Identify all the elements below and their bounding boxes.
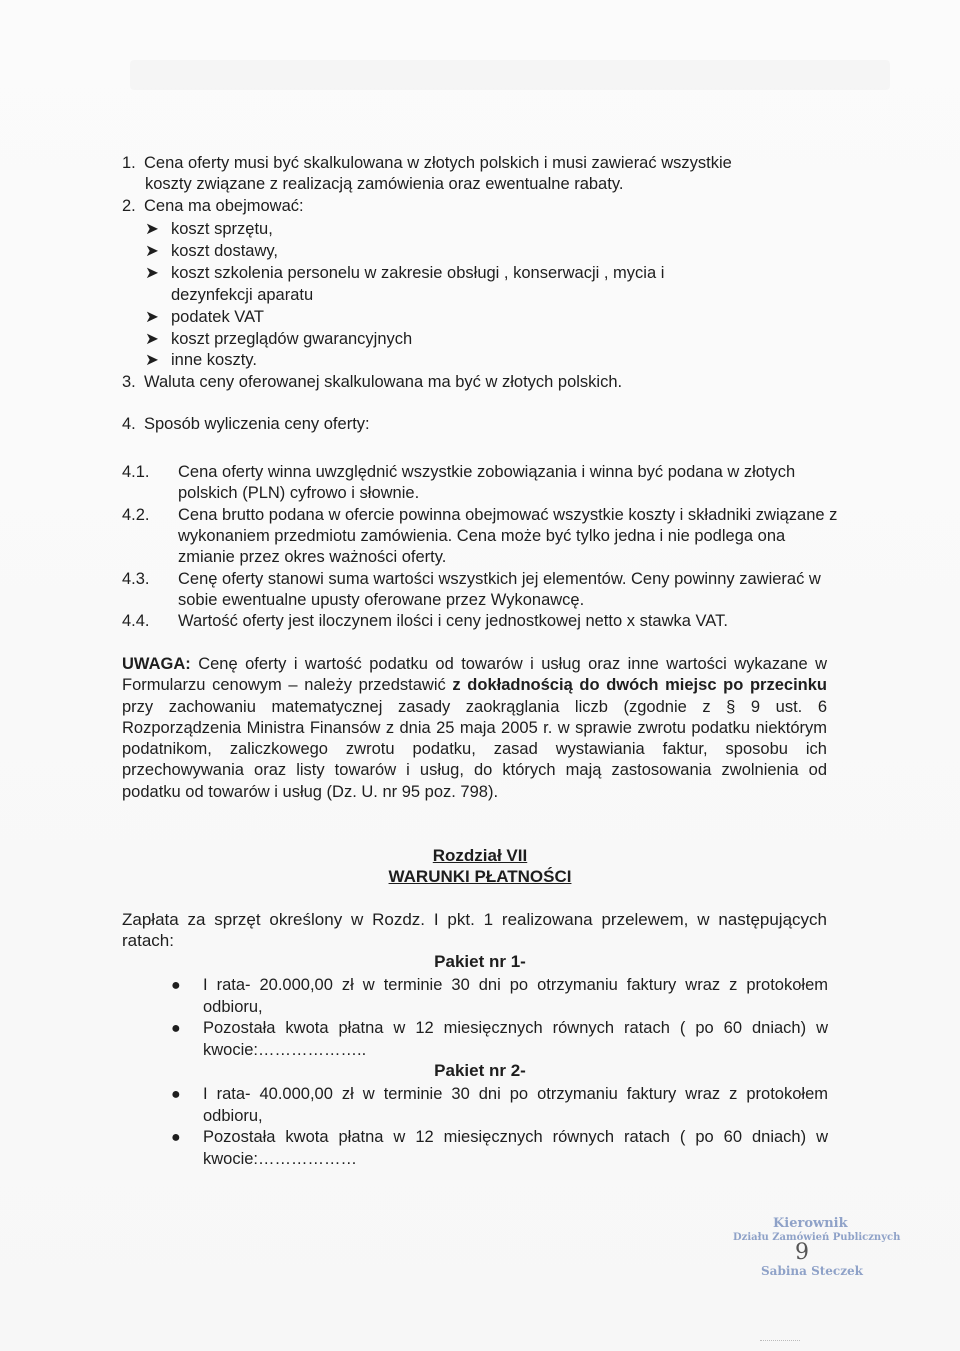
- subitem-4-2: 4.2. Cena brutto podana w ofercie powinna obejmować wszystkie koszty i składniki związane z wykonaniem przedmiotu zamówienia. Cena może być tylko jedna i nie podlega ona zmianie przez okres ważności oferty.: [122, 506, 838, 566]
- cost-item: ➤ podatek VAT: [145, 308, 264, 326]
- note-label: UWAGA:: [122, 655, 191, 673]
- bullet-dot-icon: ●: [171, 977, 181, 994]
- cost-item: ➤ koszt szkolenia personelu w zakresie obsługi , konserwacji , mycia i: [145, 264, 665, 282]
- footer-mark: [760, 1340, 800, 1341]
- item-1-line2: koszty związane z realizacją zamówienia oraz ewentualne rabaty.: [145, 175, 624, 193]
- item-1: [122, 153, 842, 174]
- cost-item: ➤ inne koszty.: [145, 351, 257, 369]
- chapter-number: Rozdział VII: [432, 846, 528, 865]
- subitem-4-1: 4.1. Cena oferty winna uwzględnić wszystkie zobowiązania i winna być podana w złotych polskich (PLN) cyfrowo i słownie.: [122, 463, 796, 502]
- arrow-bullet-icon: ➤: [145, 308, 159, 326]
- arrow-bullet-icon: ➤: [145, 351, 159, 369]
- official-stamp: Kierownik Działu Zamówień Publicznych 9 Sabina Steczek: [733, 1216, 901, 1278]
- arrow-bullet-icon: ➤: [145, 242, 159, 260]
- package-1-heading: Pakiet nr 1-: [434, 952, 526, 971]
- bullet-dot-icon: ●: [171, 1020, 181, 1037]
- installment-item: ● I rata- 20.000,00 zł w terminie 30 dni po otrzymaniu faktury wraz z protokołem odbioru,: [171, 976, 828, 1016]
- item-2: [122, 196, 304, 217]
- installment-item: ● Pozostała kwota płatna w 12 miesięcznych równych ratach ( po 60 dniach) w kwocie:………………..: [171, 1019, 828, 1059]
- installment-item: ● I rata- 40.000,00 zł w terminie 30 dni po otrzymaniu faktury wraz z protokołem odbioru,: [171, 1085, 828, 1125]
- item-2-text: Cena ma obejmować:: [144, 197, 304, 215]
- page-number-handwritten: 9: [795, 1240, 809, 1265]
- item-4-number: 4.: [122, 415, 136, 433]
- item-1-number: 1.: [122, 154, 136, 172]
- payment-intro: Zapłata za sprzęt określony w Rozdz. I pkt. 1 realizowana przelewem, w następujących ratach:: [122, 910, 827, 951]
- cost-item: ➤ koszt sprzętu,: [145, 220, 273, 238]
- item-4: 4. Sposób wyliczenia ceny oferty:: [122, 415, 370, 433]
- item-3: 3. Waluta ceny oferowanej skalkulowana ma być w złotych polskich.: [122, 373, 623, 391]
- item-3-number: 3.: [122, 373, 136, 391]
- chapter-title: WARUNKI PŁATNOŚCI: [388, 867, 572, 886]
- cost-item: ➤ koszt przeglądów gwarancyjnych: [145, 330, 413, 348]
- cost-item-continuation: dezynfekcji aparatu: [171, 286, 314, 304]
- installment-item: ● Pozostała kwota płatna w 12 miesięcznych równych ratach ( po 60 dniach) w kwocie:………………: [171, 1128, 828, 1168]
- item-1-text-line1: Cena oferty musi być skalkulowana w złotych polskich i musi zawierać wszystkie: [144, 154, 732, 172]
- arrow-bullet-icon: ➤: [145, 220, 159, 238]
- bullet-dot-icon: ●: [171, 1086, 181, 1103]
- scan-artifact: [130, 60, 890, 90]
- arrow-bullet-icon: ➤: [145, 330, 159, 348]
- subitem-4-4: 4.4. Wartość oferty jest iloczynem ilości i ceny jednostkowej netto x stawka VAT.: [122, 612, 728, 630]
- package-2-heading: Pakiet nr 2-: [434, 1061, 526, 1080]
- arrow-bullet-icon: ➤: [145, 264, 159, 282]
- note-paragraph: UWAGA: Cenę oferty i wartość podatku od towarów i usług oraz inne wartości wykazane w Formularzu cenowym – należy przedstawić z dokładnością do dwóch miejsc po przecinku przy zachowaniu matematycznej zasady zaokrąglania liczb (zgodnie z § 9 ust. 6 Rozporządzenia Ministra Finansów z dnia 25 maja 2005 r. w sprawie zwrotu podatku niektórym podatnikom, zaliczkowego zwrotu podatku, zasad wystawiania faktur, sposobu ich przechowywania oraz listy towarów i usług, do których mają zastosowania zwolnienia od podatku od towarów i usług (Dz. U. nr 95 poz. 798).: [122, 655, 827, 801]
- cost-item: ➤ koszt dostawy,: [145, 242, 278, 260]
- item-2-number: 2.: [122, 197, 136, 215]
- bullet-dot-icon: ●: [171, 1129, 181, 1146]
- subitem-4-3: 4.3. Cenę oferty stanowi suma wartości wszystkich jej elementów. Ceny powinny zawierać w sobie ewentualne upusty oferowane przez Wykonawcę.: [122, 570, 821, 609]
